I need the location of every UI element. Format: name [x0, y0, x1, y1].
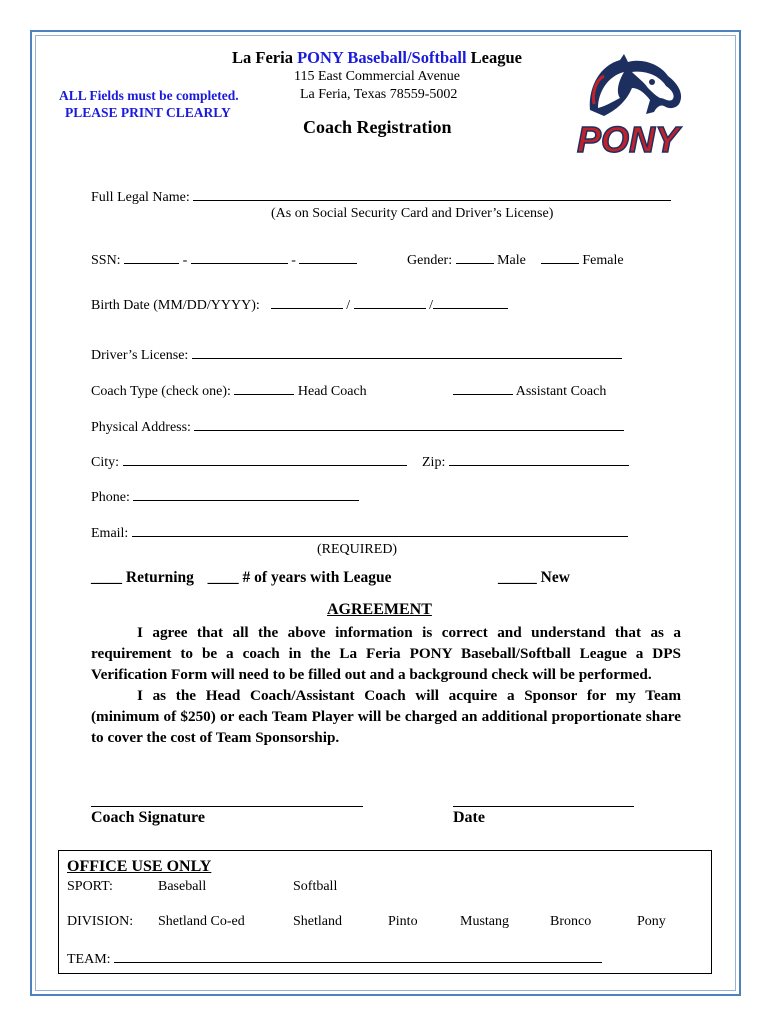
phone-field[interactable] — [133, 488, 359, 501]
new-blank[interactable]: _____ — [498, 569, 537, 586]
phone-row — [91, 488, 359, 506]
license-label: Driver’s License: — [91, 348, 189, 363]
division-label: DIVISION: — [67, 914, 134, 929]
zip-row — [422, 453, 629, 471]
office-use-heading: OFFICE USE ONLY — [67, 858, 212, 875]
sport-softball: Softball — [293, 879, 338, 894]
city-field[interactable] — [123, 453, 407, 466]
notice-line-1: ALL Fields must be completed. — [59, 88, 239, 103]
agreement-paragraph-1: I agree that all the above information is correct and understand that as a requirement to be a coach in the La Feria PONY Baseball/Softball League a DPS Verification Form will need to be filled out and a background check will be performed. — [91, 624, 681, 683]
address-field[interactable] — [194, 418, 624, 431]
license-row — [91, 346, 622, 364]
coach-signature-label: Coach Signature — [91, 809, 205, 826]
head-coach-option: Head Coach — [297, 384, 367, 399]
division-shetland-coed: Shetland Co-ed — [158, 914, 245, 929]
agreement-text — [91, 622, 681, 748]
female-option: Female — [582, 253, 624, 268]
address-row — [91, 418, 624, 436]
coach-type-row — [91, 382, 367, 400]
phone-label: Phone: — [91, 490, 130, 505]
gender-row — [407, 251, 624, 269]
title-text: La Feria — [232, 48, 298, 67]
division-shetland: Shetland — [293, 914, 342, 929]
address-label: Physical Address: — [91, 420, 191, 435]
title-sport: Baseball/Softball — [343, 48, 467, 67]
head-coach-blank[interactable] — [234, 382, 294, 395]
zip-label: Zip: — [422, 455, 446, 470]
female-blank[interactable] — [541, 251, 579, 264]
team-label: TEAM: — [67, 952, 111, 967]
pony-logo — [568, 52, 688, 162]
address-line-2: La Feria, Texas 78559-5002 — [300, 87, 458, 102]
sport-label: SPORT: — [67, 879, 113, 894]
division-pinto: Pinto — [388, 914, 418, 929]
assistant-coach-row — [453, 382, 606, 400]
division-bronco: Bronco — [550, 914, 592, 929]
email-field[interactable] — [132, 524, 628, 537]
ssn-part-3[interactable] — [299, 251, 357, 264]
ssn-dash: - — [291, 253, 296, 268]
email-row — [91, 524, 628, 542]
team-row — [67, 950, 602, 968]
coach-type-label: Coach Type (check one): — [91, 384, 231, 399]
returning-blank[interactable]: ____ — [91, 569, 122, 586]
full-name-label: Full Legal Name: — [91, 190, 190, 205]
logo-text: PONY — [576, 119, 680, 160]
city-row — [91, 453, 407, 471]
form-title: Coach Registration — [303, 117, 452, 137]
full-name-field[interactable] — [193, 188, 671, 201]
assistant-coach-option: Assistant Coach — [515, 384, 607, 399]
title-pony: PONY — [297, 48, 344, 67]
male-option: Male — [497, 253, 526, 268]
team-field[interactable] — [114, 950, 602, 963]
email-label: Email: — [91, 526, 129, 541]
new-row — [498, 569, 570, 587]
coach-signature-line[interactable] — [91, 806, 363, 807]
birth-date-row — [91, 296, 508, 314]
date-slash: / — [346, 298, 351, 313]
division-pony: Pony — [637, 914, 666, 929]
date-slash: / — [429, 298, 434, 313]
division-mustang: Mustang — [460, 914, 509, 929]
birth-month-field[interactable] — [271, 296, 343, 309]
birth-day-field[interactable] — [354, 296, 426, 309]
license-field[interactable] — [192, 346, 622, 359]
ssn-label: SSN: — [91, 253, 121, 268]
notice-line-2: PLEASE PRINT CLEARLY — [65, 105, 231, 120]
email-required-note: (REQUIRED) — [317, 542, 398, 557]
date-label: Date — [453, 809, 485, 826]
ssn-row — [91, 251, 357, 269]
returning-row — [91, 569, 392, 587]
assistant-coach-blank[interactable] — [453, 382, 513, 395]
date-line[interactable] — [453, 806, 634, 807]
birth-year-field[interactable] — [433, 296, 508, 309]
league-title — [232, 48, 522, 68]
ssn-dash: - — [182, 253, 188, 268]
gender-label: Gender: — [407, 253, 453, 268]
male-blank[interactable] — [456, 251, 494, 264]
ssn-part-2[interactable] — [191, 251, 288, 264]
sport-baseball: Baseball — [158, 879, 207, 894]
page-border-inner — [35, 35, 736, 991]
years-label: # of years with League — [242, 569, 392, 586]
new-label: New — [540, 569, 570, 586]
full-name-row — [91, 188, 671, 206]
full-name-note: (As on Social Security Card and Driver’s License) — [271, 206, 554, 221]
years-blank[interactable]: ____ — [207, 569, 239, 586]
city-label: City: — [91, 455, 120, 470]
title-league: League — [466, 48, 523, 67]
agreement-heading: AGREEMENT — [327, 601, 432, 618]
birth-date-label: Birth Date (MM/DD/YYYY): — [91, 298, 260, 313]
agreement-paragraph-2: I as the Head Coach/Assistant Coach will acquire a Sponsor for my Team (minimum of $250) or each Team Player will be charged an additional proportionate share to cover the cost of Team Sponsorship. — [91, 687, 681, 746]
zip-field[interactable] — [449, 453, 629, 466]
returning-label: Returning — [125, 569, 194, 586]
address-line-1: 115 East Commercial Avenue — [294, 69, 461, 84]
ssn-part-1[interactable] — [124, 251, 179, 264]
